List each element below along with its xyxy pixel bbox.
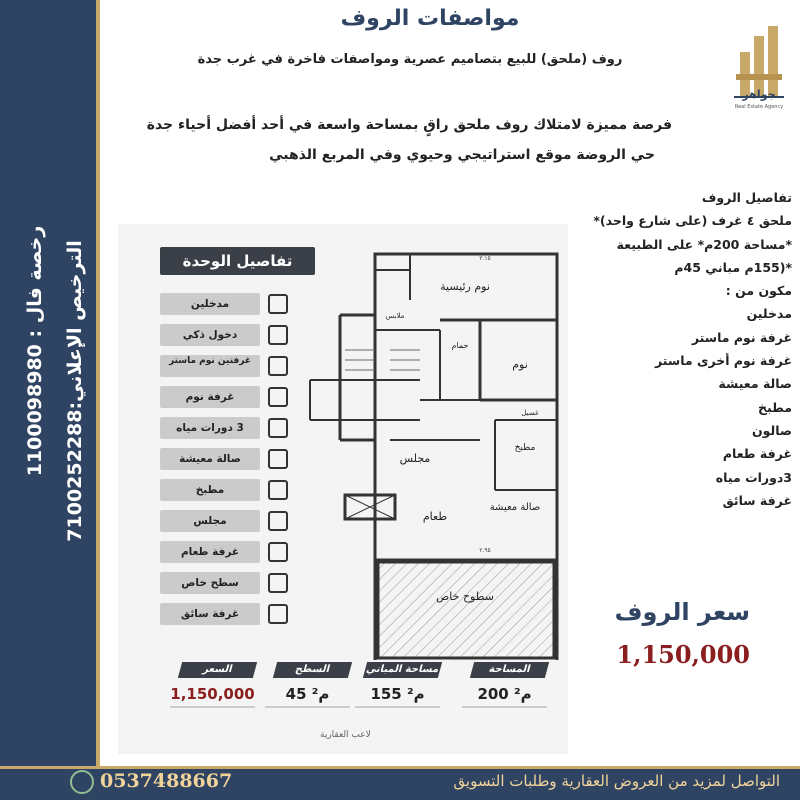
room-label-kitchen: مطبخ bbox=[514, 443, 536, 453]
room-label-majlis: مجلس bbox=[399, 452, 431, 465]
feature-row bbox=[160, 603, 295, 627]
stat-building-area bbox=[355, 662, 440, 710]
feature-label: مطبخ bbox=[160, 479, 260, 501]
list-item: مدخلين bbox=[746, 306, 792, 322]
cutlery-icon bbox=[268, 480, 288, 500]
cutlery-icon bbox=[268, 542, 288, 562]
feature-label: سطح خاص bbox=[160, 572, 260, 594]
whatsapp-icon[interactable] bbox=[70, 770, 94, 794]
stat-value: 1,150,000 bbox=[170, 680, 255, 708]
intro-line-2: حي الروضة موقع استراتيجي وحيوي وفي المربع الذهبي bbox=[269, 147, 655, 163]
restroom-icon bbox=[268, 418, 288, 438]
stat-roof-area bbox=[265, 662, 350, 710]
stat-label: السطح bbox=[273, 662, 352, 678]
list-item: *(155م مباني 45م bbox=[674, 259, 792, 275]
stat-price bbox=[170, 662, 255, 710]
room-label-bath: حمام bbox=[451, 341, 469, 350]
list-item: تفاصيل الروف bbox=[701, 190, 792, 205]
plan-dimension: ٢.٩٥ bbox=[479, 547, 491, 554]
bed-icon bbox=[268, 387, 288, 407]
feature-label: غرفة سائق bbox=[160, 603, 260, 625]
feature-row bbox=[160, 510, 295, 534]
ad-license-text: الترخيص الإعلاني:7100252288 bbox=[64, 240, 86, 542]
feature-row bbox=[160, 417, 295, 441]
logo-tagline: Real Estate Agency bbox=[734, 104, 784, 110]
stat-label: مساحة المباني bbox=[363, 662, 442, 678]
room-label-closet: ملابس bbox=[385, 312, 405, 320]
sofa-icon bbox=[268, 511, 288, 531]
intro-line-1: فرصة مميزة لامتلاك روف ملحق راقٍ بمساحة واسعة في أحد أفضل أحياء جدة bbox=[146, 117, 672, 133]
stat-value: 45 م² bbox=[265, 680, 350, 708]
stat-label: المساحة bbox=[470, 662, 549, 678]
feature-row bbox=[160, 448, 295, 472]
floor-plan bbox=[300, 240, 570, 660]
feature-row bbox=[160, 541, 295, 565]
room-label-bedroom: نوم bbox=[512, 358, 528, 371]
room-label-roof: سطوح خاص bbox=[436, 590, 494, 603]
feature-label: غرفة طعام bbox=[160, 541, 260, 563]
contact-phone[interactable]: 0537488667 bbox=[100, 770, 233, 792]
contact-text: التواصل لمزيد من العروض العقارية وطلبات التسويق bbox=[453, 772, 780, 790]
list-item: غرفة نوم أخرى ماستر bbox=[655, 353, 792, 369]
feature-label: غرفة نوم bbox=[160, 386, 260, 408]
stat-value: 200 م² bbox=[462, 680, 547, 708]
stat-label: السعر bbox=[178, 662, 257, 678]
unit-details-header: تفاصيل الوحدة bbox=[160, 247, 315, 275]
feature-row bbox=[160, 293, 295, 317]
logo-name: جواهر bbox=[742, 88, 776, 101]
list-item: مكون من : bbox=[725, 283, 792, 299]
sofa-icon bbox=[268, 449, 288, 469]
page-subtitle: روف (ملحق) للبيع بتصاميم عصرية ومواصفات فاخرة في غرب جدة bbox=[197, 52, 623, 67]
list-item: ملحق ٤ غرف (على شارع واحد)* bbox=[593, 213, 792, 229]
feature-row bbox=[160, 355, 295, 379]
driver-icon bbox=[268, 604, 288, 624]
feature-row bbox=[160, 479, 295, 503]
fal-license-text: رخصة فال : 1100098980 bbox=[24, 225, 46, 477]
room-label-living: صالة معيشة bbox=[489, 502, 541, 513]
room-label-laundry: غسيل bbox=[521, 409, 539, 417]
feature-label: مجلس bbox=[160, 510, 260, 532]
smart-lock-icon bbox=[268, 325, 288, 345]
feature-label: دخول ذكي bbox=[160, 324, 260, 346]
feature-row bbox=[160, 572, 295, 596]
list-item: غرفة طعام bbox=[722, 446, 792, 462]
details-list bbox=[560, 190, 792, 516]
room-label-dining: طعام bbox=[422, 510, 448, 523]
feature-label: 3 دورات مياه bbox=[160, 417, 260, 439]
feature-label: غرفتين نوم ماستر bbox=[160, 355, 260, 377]
list-item: غرفة سائق bbox=[722, 492, 792, 508]
price-title: سعر الروف bbox=[614, 598, 750, 626]
gold-divider bbox=[96, 0, 100, 770]
list-item: 3دورات مياه bbox=[715, 469, 792, 485]
room-label-master: نوم رئيسية bbox=[440, 280, 490, 293]
price-value: 1,150,000 bbox=[616, 640, 750, 669]
list-item: صالون bbox=[752, 422, 792, 438]
feature-row bbox=[160, 386, 295, 410]
feature-label: صالة معيشة bbox=[160, 448, 260, 470]
list-item: *مساحة 200م* على الطبيعة bbox=[616, 236, 792, 252]
list-item: غرفة نوم ماستر bbox=[691, 329, 792, 345]
feature-row bbox=[160, 324, 295, 348]
list-item: مطبخ bbox=[757, 399, 792, 415]
stat-area bbox=[462, 662, 547, 710]
door-icon bbox=[268, 294, 288, 314]
page-title: مواصفات الروف bbox=[340, 6, 520, 31]
list-item: صالة معيشة bbox=[718, 376, 792, 392]
stat-value: 155 م² bbox=[355, 680, 440, 708]
bed-icon bbox=[268, 356, 288, 376]
roof-icon bbox=[268, 573, 288, 593]
feature-label: مدخلين bbox=[160, 293, 260, 315]
plan-dimension: ٣.١٥ bbox=[479, 255, 491, 262]
flyer-footer-note: لاعب العقارية bbox=[320, 730, 371, 740]
